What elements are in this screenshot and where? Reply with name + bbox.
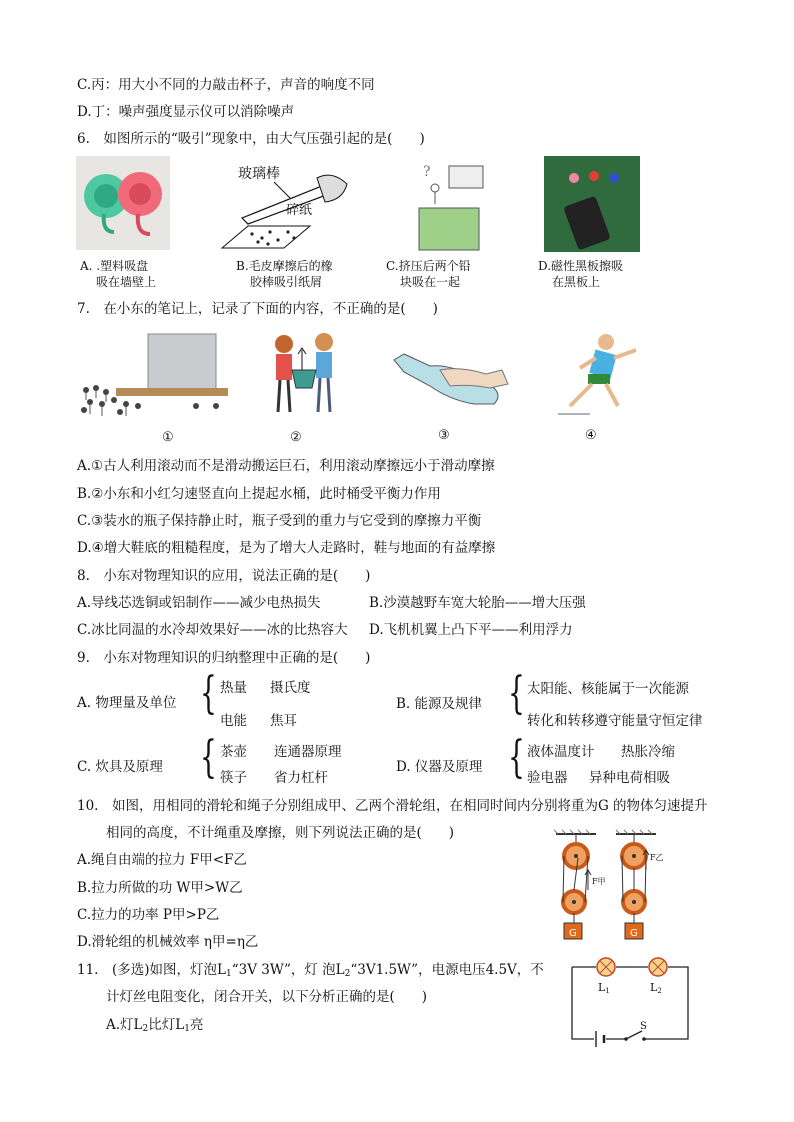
q10-option-c: C.拉力的功率 P甲>P乙 [77, 907, 220, 923]
g2-label: G [630, 928, 638, 939]
q7-mark-2: ② [290, 430, 302, 445]
q7-stem: 7. 在小东的笔记上，记录了下面的内容，不正确的是( ) [77, 301, 438, 317]
q7-option-b: B.②小东和小红匀速竖直向上提起水桶，此时桶受平衡力作用 [77, 486, 441, 502]
q7-option-c: C.③装水的瓶子保持静止时，瓶子受到的重力与它受到的摩擦力平衡 [77, 513, 482, 529]
q5-option-c: C.丙：用大小不同的力敲击杯子，声音的响度不同 [77, 77, 375, 93]
q9-c-r1b: 连通器原理 [274, 744, 342, 760]
glass-rod-label: 玻璃棒 [238, 166, 280, 182]
q9-c-r1a: 茶壶 [220, 744, 247, 760]
q6-stem: 6. 如图所示的“吸引”现象中，由大气压强引起的是( ) [77, 131, 425, 147]
q6-caption-c: C.挤压后两个铅 块吸在一起 [386, 259, 471, 289]
q10-option-a: A.绳自由端的拉力 F甲<F乙 [77, 852, 247, 868]
q7-mark-1: ① [162, 430, 174, 445]
q10-stem-2: 相同的高度，不计绳重及摩擦，则下列说法正确的是( ) [106, 825, 455, 841]
q8-option-c: C.冰比同温的水冷却效果好——冰的比热容大 [77, 622, 348, 638]
q6-fig-lead-blocks [415, 158, 495, 252]
svg-text:L1: L1 [598, 981, 610, 995]
q8-stem: 8. 小东对物理知识的应用，说法正确的是( ) [77, 568, 371, 584]
q11-stem-1: 11. (多选)如图，灯泡$L_1“3V$ 3W”，灯 泡$L_2“3V1.5W$”，电源电压4.5V，不 [77, 962, 544, 979]
q10-option-d: D.滑轮组的机械效率 η甲=η乙 [77, 934, 259, 950]
q6-fig-magnetic-eraser [544, 156, 640, 252]
q9-c-title: C. 炊具及原理 [77, 759, 163, 775]
q10-fig-pulleys [550, 830, 680, 945]
q5-option-d: D.丁：噪声强度显示仪可以消除噪声 [77, 104, 295, 120]
q9-a-brace: { [200, 668, 217, 719]
q9-b-r2: 转化和转移遵守能量守恒定律 [527, 713, 703, 729]
q6-fig-suction-cups [76, 156, 170, 250]
q10-stem-1: 10. 如图，用相同的滑轮和绳子分别组成甲、乙两个滑轮组，在相同时间内分别将重为G 的物体匀速提升 [77, 798, 708, 814]
g1-label: G [569, 928, 577, 939]
q10-option-b: B.拉力所做的功 W甲>W乙 [77, 880, 243, 896]
q6-caption-a: A. .塑料吸盘 吸在墙壁上 [80, 259, 157, 289]
q9-d-title: D. 仪器及原理 [396, 759, 483, 775]
q11-stem-2: 计灯丝电阻变化，闭合开关，以下分析正确的是( ) [106, 989, 428, 1005]
q8-option-d: D.飞机机翼上凸下平——利用浮力 [369, 622, 573, 638]
q7-mark-4: ④ [585, 428, 597, 443]
q9-stem: 9. 小东对物理知识的归纳整理中正确的是( ) [77, 650, 371, 666]
q6-caption-d: D.磁性黑板擦吸 在黑板上 [538, 259, 624, 289]
paper-label: 碎纸 [286, 203, 313, 218]
q9-d-brace: { [508, 732, 525, 783]
q6-fig-glass-rod-paper [212, 160, 362, 252]
q9-c-r2b: 省力杠杆 [274, 770, 328, 786]
q7-mark-3: ③ [438, 428, 450, 443]
q9-d-r2b: 异种电荷相吸 [589, 770, 670, 786]
q11-fig-circuit [570, 955, 692, 1047]
q7-option-d: D.④增大鞋底的粗糙程度，是为了增大人走路时，鞋与地面的有益摩擦 [77, 540, 496, 556]
q9-a-r2b: 焦耳 [270, 713, 297, 729]
f2-label: F乙 [650, 853, 664, 862]
q9-a-title: A. 物理量及单位 [77, 695, 177, 711]
q8-option-a: A.导线芯选铜或铝制作——减少电热损失 [77, 595, 321, 611]
q8-option-b: B.沙漠越野车宽大轮胎——增大压强 [369, 595, 586, 611]
q9-b-r1: 太阳能、核能属于一次能源 [527, 681, 689, 697]
q9-d-r1b: 热胀冷缩 [621, 744, 675, 760]
q7-fig-lifting-bucket [268, 330, 348, 420]
q7-option-a: A.①古人利用滚动而不是滑动搬运巨石，利用滚动摩擦远小于滑动摩擦 [77, 458, 495, 474]
q9-b-title: B. 能源及规律 [396, 696, 483, 712]
q9-a-r2a: 电能 [220, 713, 247, 729]
q9-d-r1a: 液体温度计 [527, 744, 595, 760]
q9-b-brace: { [508, 668, 525, 719]
q9-a-r1b: 摄氏度 [270, 680, 311, 696]
q7-fig-runner [556, 328, 646, 420]
q11-option-a: A.灯$L_2$比灯$L_1$亮 [106, 1017, 204, 1034]
q9-c-r2a: 筷子 [220, 770, 247, 786]
f1-label: F甲 [592, 877, 606, 886]
svg-text:?: ? [423, 164, 431, 180]
q6-caption-b: B.毛皮摩擦后的橡 胶棒吸引纸屑 [236, 259, 333, 289]
q7-fig-bottle-in-hand [390, 340, 510, 420]
q9-d-r2a: 验电器 [527, 770, 568, 786]
svg-text:L2: L2 [650, 981, 662, 995]
q7-fig-moving-stone [76, 330, 234, 420]
switch-label: S [640, 1021, 647, 1032]
q9-c-brace: { [200, 732, 217, 783]
q9-a-r1a: 热量 [220, 680, 247, 696]
